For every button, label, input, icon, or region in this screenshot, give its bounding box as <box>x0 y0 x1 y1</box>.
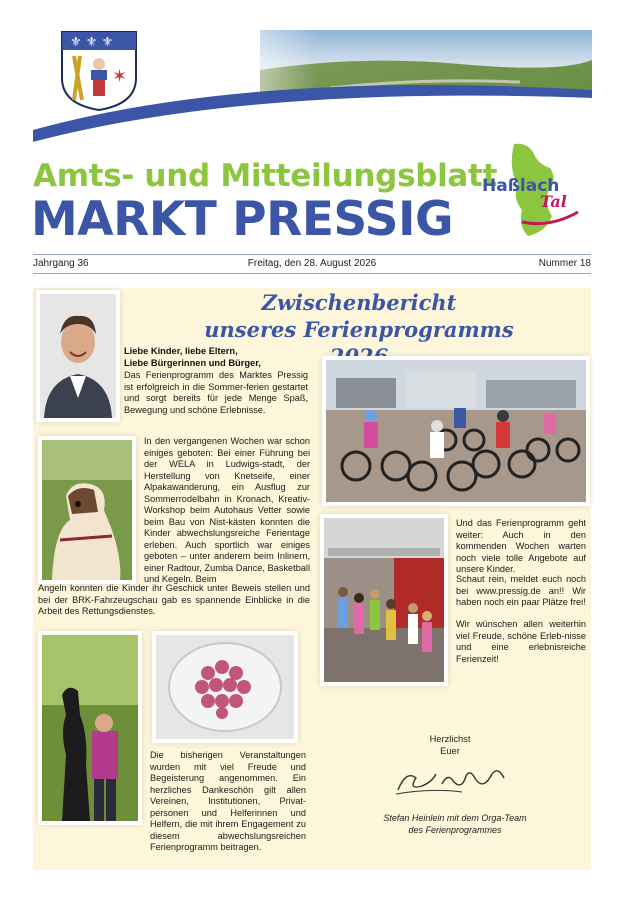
headline-line-1: Zwischenbericht <box>261 290 457 315</box>
closing-line-2: Euer <box>440 746 460 756</box>
logo-text-tal: Tal <box>540 192 567 211</box>
title-line-1: Amts- und Mitteilungsblatt <box>33 158 498 194</box>
paragraph-thanks: Die bisherigen Veranstaltungen wurden mit viel Freude und Begeisterung angenommen. Ein herzliches Dankeschön gilt allen Vereinen, Institutionen, Privat-personen und Helferinnen und Helfern, die mit ihrem Engagement zu diesem abwechslungsreichen Ferienprogramm beitragen. <box>150 750 306 852</box>
paragraph-signup: Schaut rein, meldet euch noch bei www.pressig.de an!! Wir haben noch ein paar Plätze frei! <box>456 574 586 607</box>
logo-text-hasslach: Haßlach <box>482 176 560 196</box>
date-label: Freitag, den 28. August 2026 <box>247 258 377 269</box>
paragraph-wishes: Wir wünschen allen weiterhin viel Freude, schöne Erleb-nisse und eine erlebnisreiche Ferienzeit! <box>456 619 586 664</box>
alpaca-photo <box>38 436 136 584</box>
greeting <box>124 346 312 369</box>
paragraph-activities: In den vergangenen Wochen war schon einiges geboten: Bei einer Führung bei der WELA in Ludwigs-stadt, der Herstellung von Knetseife, einer Alpakawanderung, ein Ausflug zur Sommerrodelbahn in Kronach, Kreativ-Workshop beim Autohaus Vetter sowie beim Bau von Nist-kästen konnten die Kinder abwechslungsreiche Ferientage erleben. Auch sportlich war einiges geboten – unter anderem beim Inlinern, einer Radtour, Zumba Dance, Basketball und Kegeln. Beim <box>144 436 310 584</box>
paragraph-activities-continued: Angeln konnten die Kinder ihr Geschick unter Beweis stellen und bei der BRK-Fahrzeugschau gab es spannende Einblicke in die Arbeit des Rettungsdienstes. <box>38 583 310 616</box>
info-bar <box>33 254 591 274</box>
volume-label: Jahrgang 36 <box>33 258 89 269</box>
greeting-line-2: Liebe Bürgerinnen und Bürger, <box>124 357 261 368</box>
svg-text:⚜ ⚜ ⚜: ⚜ ⚜ ⚜ <box>70 35 114 50</box>
title-line-2: MARKT PRESSIG <box>31 192 454 247</box>
alpaca-walk-photo <box>38 631 142 825</box>
greeting-line-1: Liebe Kinder, liebe Eltern, <box>124 346 238 356</box>
paragraph-intro: Das Ferienprogramm des Marktes Pressig ist erfolgreich in die Sommer-ferien gestartet und sorgt bereits für jede Menge Spaß, Bewegung und schöne Erlebnisse. <box>124 370 308 415</box>
municipal-crest-icon <box>60 30 138 112</box>
vehicle-show-photo <box>320 514 448 686</box>
closing-line-1: Herzlichst <box>429 734 471 744</box>
caption-line-1: Stefan Heinlein mit dem Orga-Team <box>383 813 527 823</box>
issue-label: Nummer 18 <box>538 258 591 269</box>
svg-text:✶: ✶ <box>112 66 128 87</box>
headline-line-2: unseres Ferienprogramms <box>204 317 514 342</box>
bike-tour-photo <box>322 356 590 506</box>
logo-swoosh <box>520 210 580 226</box>
portrait-photo <box>36 290 120 422</box>
caption-line-2: des Ferienprogrammes <box>408 824 502 835</box>
signature-image <box>392 760 512 800</box>
paragraph-continues: Und das Ferienprogramm geht weiter: Auch in den kommenden Wochen warten noch viele tolle Angebote auf unsere Kinder. <box>456 518 586 574</box>
signature-caption <box>360 813 550 836</box>
closing <box>410 733 490 757</box>
soap-photo <box>152 631 298 743</box>
